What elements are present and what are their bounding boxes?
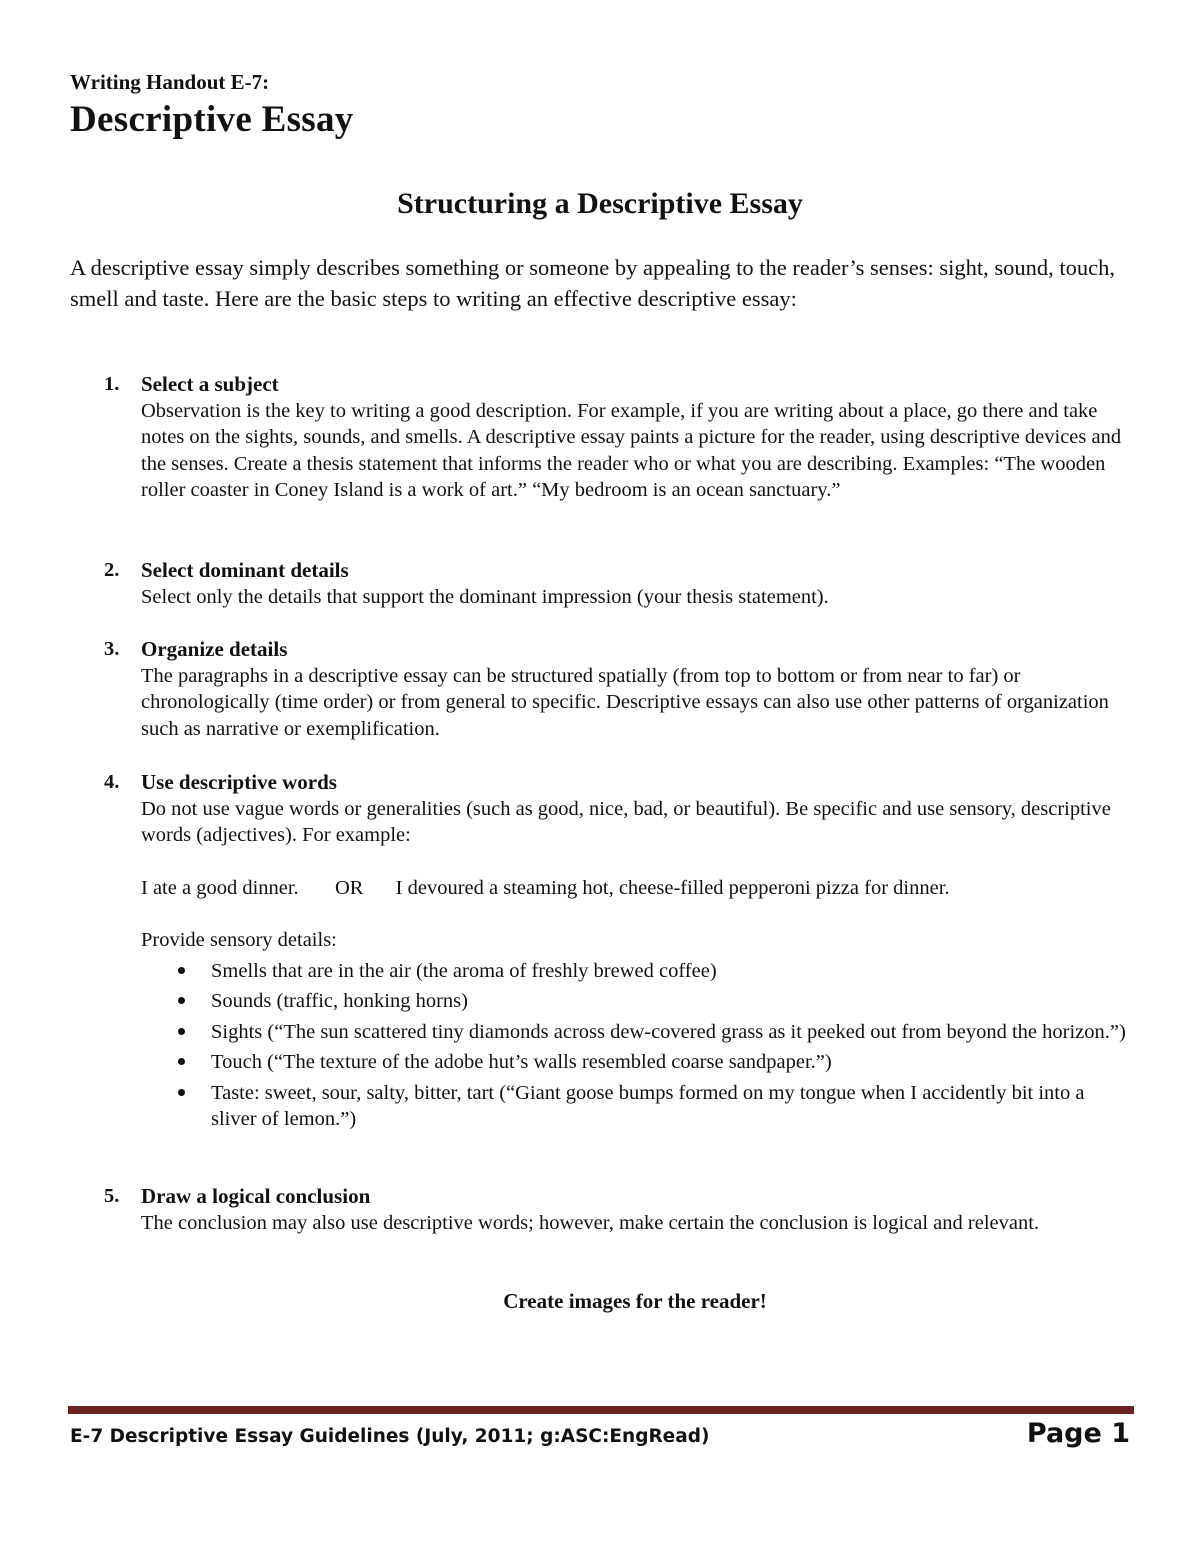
step-text: Observation is the key to writing a good description. For example, if you are writing about a place, go there and take notes on the sights, sounds, and smells. A descriptive essay paints a picture for the reader, using descriptive devices and the senses. Create a thesis statement that informs the reader who or what you are describing. Examples: “The wooden roller coaster in Coney Island is a work of art.” “My bedroom is an ocean sanctuary.”	[141, 399, 1122, 501]
step-number: 5.	[104, 1185, 120, 1207]
list-item	[141, 1019, 1135, 1046]
bullet-icon	[178, 1058, 185, 1065]
step-text: Do not use vague words or generalities (such as good, nice, bad, or beautiful). Be specific and use sensory, descriptive words (adjectives). For example:	[141, 797, 1111, 846]
step-2	[70, 557, 1135, 610]
bullet-icon	[178, 1028, 185, 1035]
example-rich: I devoured a steaming hot, cheese-filled pepperoni pizza for dinner.	[395, 876, 950, 899]
footer-divider	[68, 1406, 1134, 1414]
list-item-text: Taste: sweet, sour, salty, bitter, tart (“Giant goose bumps formed on my tongue when I accidently bit into a sliver of lemon.”)	[211, 1081, 1085, 1130]
step-number: 4.	[104, 771, 120, 793]
step-1	[70, 371, 1135, 504]
step-4	[70, 769, 1135, 1137]
section-heading: Structuring a Descriptive Essay	[397, 187, 803, 220]
step-heading: Select a subject	[141, 372, 279, 396]
step-number: 2.	[104, 559, 120, 581]
closing-line: Create images for the reader!	[503, 1289, 767, 1313]
step-text: The paragraphs in a descriptive essay can be structured spatially (from top to bottom or from near to far) or chronologically (time order) or from general to specific. Descriptive essays can also use other patterns of organization such as narrative or exemplification.	[141, 664, 1109, 740]
step-5	[70, 1183, 1135, 1236]
list-item	[141, 1049, 1135, 1076]
step-text: The conclusion may also use descriptive words; however, make certain the conclusion is logical and relevant.	[141, 1211, 1040, 1234]
step-3	[70, 636, 1135, 742]
example-plain: I ate a good dinner.	[141, 876, 299, 899]
sensory-intro: Provide sensory details:	[141, 929, 337, 951]
list-item-text: Touch (“The texture of the adobe hut’s walls resembled coarse sandpaper.”)	[211, 1051, 832, 1073]
list-item-text: Sounds (traffic, honking horns)	[211, 990, 468, 1012]
intro-paragraph: A descriptive essay simply describes something or someone by appealing to the reader’s senses: sight, sound, touch, smell and taste. Here are the basic steps to writing an effective descriptive essay:	[70, 255, 1116, 311]
page-number: Page 1	[1026, 1418, 1130, 1449]
step-heading: Use descriptive words	[141, 770, 337, 794]
step-heading: Select dominant details	[141, 558, 349, 582]
example-comparison	[141, 875, 1135, 902]
footer-text: E-7 Descriptive Essay Guidelines (July, 2011; g:ASC:EngRead)	[70, 1426, 710, 1447]
bullet-icon	[178, 997, 185, 1004]
document-title: Descriptive Essay	[70, 99, 354, 140]
bullet-icon	[178, 1089, 185, 1096]
list-item	[141, 988, 1135, 1015]
step-number: 1.	[104, 373, 120, 395]
list-item	[141, 958, 1135, 985]
list-item-text: Smells that are in the air (the aroma of freshly brewed coffee)	[211, 959, 717, 982]
bullet-icon	[178, 967, 185, 974]
list-item-text: Sights (“The sun scattered tiny diamonds across dew-covered grass as it peeked out from beyond the horizon.”)	[211, 1020, 1126, 1043]
list-item	[141, 1080, 1135, 1133]
example-or: OR	[334, 876, 364, 899]
handout-label: Writing Handout E-7:	[70, 70, 270, 94]
step-heading: Draw a logical conclusion	[141, 1184, 371, 1208]
step-text: Select only the details that support the dominant impression (your thesis statement).	[141, 585, 829, 608]
step-heading: Organize details	[141, 637, 288, 661]
sensory-list	[141, 958, 1135, 1133]
step-number: 3.	[104, 638, 120, 660]
